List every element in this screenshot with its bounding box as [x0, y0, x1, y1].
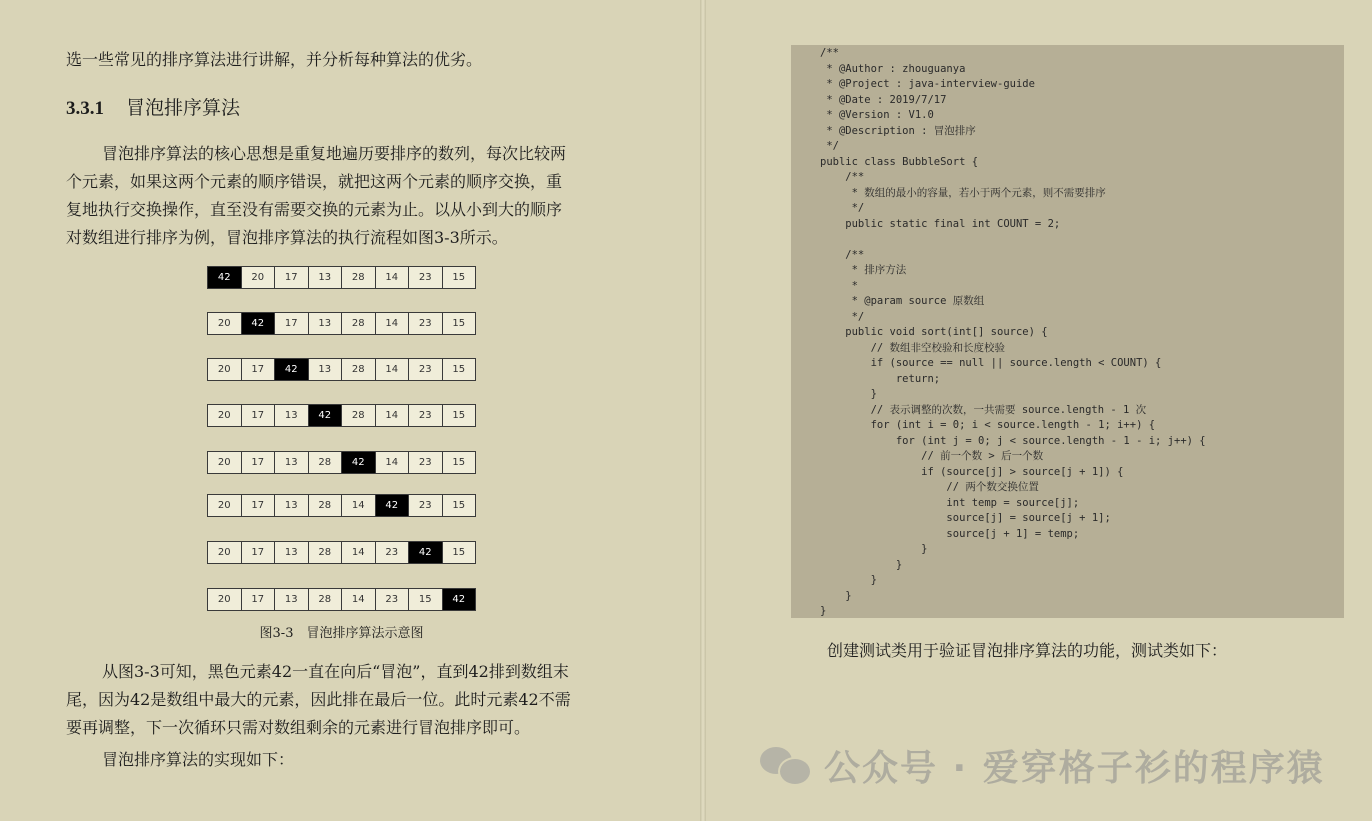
section-title: 冒泡排序算法 [126, 97, 241, 119]
array-row [207, 266, 476, 289]
array-cell: 13 [275, 452, 309, 473]
array-row [207, 404, 476, 427]
array-cell: 20 [208, 313, 242, 334]
array-cell: 23 [409, 313, 443, 334]
array-row [207, 312, 476, 335]
array-cell: 15 [443, 313, 476, 334]
array-cell: 15 [443, 542, 476, 563]
array-cell-highlighted: 42 [309, 405, 343, 426]
array-cell: 28 [342, 313, 376, 334]
array-cell: 20 [208, 452, 242, 473]
array-row [207, 494, 476, 517]
array-row [207, 451, 476, 474]
array-cell-highlighted: 42 [208, 267, 242, 288]
paragraph-1 [66, 140, 618, 252]
array-cell: 17 [242, 542, 276, 563]
array-cell: 13 [309, 267, 343, 288]
array-cell: 14 [376, 359, 410, 380]
array-row [207, 541, 476, 564]
array-row [207, 588, 476, 611]
paragraph-line: 复地执行交换操作，直至没有需要交换的元素为止。以从小到大的顺序 [66, 200, 563, 219]
array-cell: 13 [275, 542, 309, 563]
array-cell: 14 [342, 589, 376, 610]
array-cell: 13 [309, 313, 343, 334]
paragraph-line: 从图3-3可知，黑色元素42一直在向后“冒泡”，直到42排到数组末 [102, 662, 569, 681]
array-row [207, 358, 476, 381]
array-cell: 15 [443, 405, 476, 426]
array-cell: 15 [443, 359, 476, 380]
array-cell: 28 [342, 359, 376, 380]
array-cell: 13 [275, 589, 309, 610]
code-block: /** * @Author : zhouguanya * @Project : java-interview-guide * @Date : 2019/7/17 * @Version : V1.0 * @Description : 冒泡排序 */ public class BubbleSort { /** * 数组的最小的容量，若小于两个元素，则不需要排序 */ public static final int COUNT = 2; /** * 排序方法 * * @param source 原数组 */ public void sort(int[] source) { // 数组非空校验和长度校验 if (source == null || source.length < COUNT) { return; } // 表示调整的次数，一共需要 source.length - 1 次 for (int i = 0; i < source.length - 1; i++) { for (int j = 0; j < source.length - 1 - i; j++) { // 前一个数 > 后一个数 if (source[j] > source[j + 1]) { // 两个数交换位置 int temp = source[j]; source[j] = source[j + 1]; source[j + 1] = temp; } } } } } [820, 47, 1206, 617]
array-cell: 20 [208, 405, 242, 426]
array-cell: 28 [342, 405, 376, 426]
paragraph-line: 冒泡排序算法的核心思想是重复地遍历要排序的数列，每次比较两 [102, 144, 567, 163]
watermark [760, 740, 1325, 790]
array-cell: 15 [443, 267, 476, 288]
array-cell: 20 [208, 359, 242, 380]
wechat-icon [760, 745, 812, 785]
array-cell: 14 [342, 495, 376, 516]
section-heading [66, 93, 240, 120]
array-cell: 20 [242, 267, 276, 288]
array-cell: 23 [376, 589, 410, 610]
paragraph-line: 尾，因为42是数组中最大的元素，因此排在最后一位。此时元素42不需 [66, 690, 571, 709]
array-cell: 28 [342, 267, 376, 288]
array-cell: 13 [275, 495, 309, 516]
array-cell: 23 [409, 359, 443, 380]
array-cell: 13 [275, 405, 309, 426]
paragraph-line: 个元素，如果这两个元素的顺序错误，就把这两个元素的顺序交换，重 [66, 172, 563, 191]
array-cell: 14 [376, 452, 410, 473]
array-cell: 23 [376, 542, 410, 563]
array-cell: 14 [376, 313, 410, 334]
array-cell: 23 [409, 452, 443, 473]
array-cell: 28 [309, 452, 343, 473]
array-cell: 20 [208, 542, 242, 563]
paragraph-3 [66, 746, 618, 774]
array-cell: 17 [275, 313, 309, 334]
right-paragraph: 创建测试类用于验证冒泡排序算法的功能，测试类如下： [827, 641, 1228, 660]
array-cell-highlighted: 42 [376, 495, 410, 516]
array-cell: 23 [409, 495, 443, 516]
array-cell-highlighted: 42 [443, 589, 476, 610]
array-cell: 14 [376, 267, 410, 288]
array-cell: 28 [309, 589, 343, 610]
figure-caption: 图3-3 冒泡排序算法示意图 [259, 626, 424, 641]
intro-text: 选一些常见的排序算法进行讲解，并分析每种算法的优劣。 [66, 50, 483, 69]
array-cell: 14 [376, 405, 410, 426]
array-cell: 20 [208, 495, 242, 516]
array-cell: 15 [443, 495, 476, 516]
array-cell: 17 [242, 452, 276, 473]
array-cell: 28 [309, 542, 343, 563]
paragraph-line: 对数组进行排序为例，冒泡排序算法的执行流程如图3-3所示。 [66, 228, 508, 247]
array-cell: 20 [208, 589, 242, 610]
array-cell: 13 [309, 359, 343, 380]
array-cell-highlighted: 42 [275, 359, 309, 380]
array-cell: 23 [409, 405, 443, 426]
array-cell-highlighted: 42 [409, 542, 443, 563]
array-cell: 17 [242, 359, 276, 380]
paragraph-line: 冒泡排序算法的实现如下： [102, 750, 295, 769]
array-cell: 17 [242, 589, 276, 610]
array-cell: 14 [342, 542, 376, 563]
array-cell: 23 [409, 267, 443, 288]
paragraph-2 [66, 658, 618, 742]
section-number: 3.3.1 [66, 98, 104, 119]
array-cell-highlighted: 42 [242, 313, 276, 334]
array-cell: 28 [309, 495, 343, 516]
paragraph-line: 要再调整，下一次循环只需对数组剩余的元素进行冒泡排序即可。 [66, 718, 531, 737]
array-cell: 17 [242, 405, 276, 426]
array-cell: 15 [443, 452, 476, 473]
array-cell: 17 [242, 495, 276, 516]
array-cell: 17 [275, 267, 309, 288]
watermark-text: 公众号 · 爱穿格子衫的程序猿 [824, 747, 1325, 789]
array-cell-highlighted: 42 [342, 452, 376, 473]
array-cell: 15 [409, 589, 443, 610]
